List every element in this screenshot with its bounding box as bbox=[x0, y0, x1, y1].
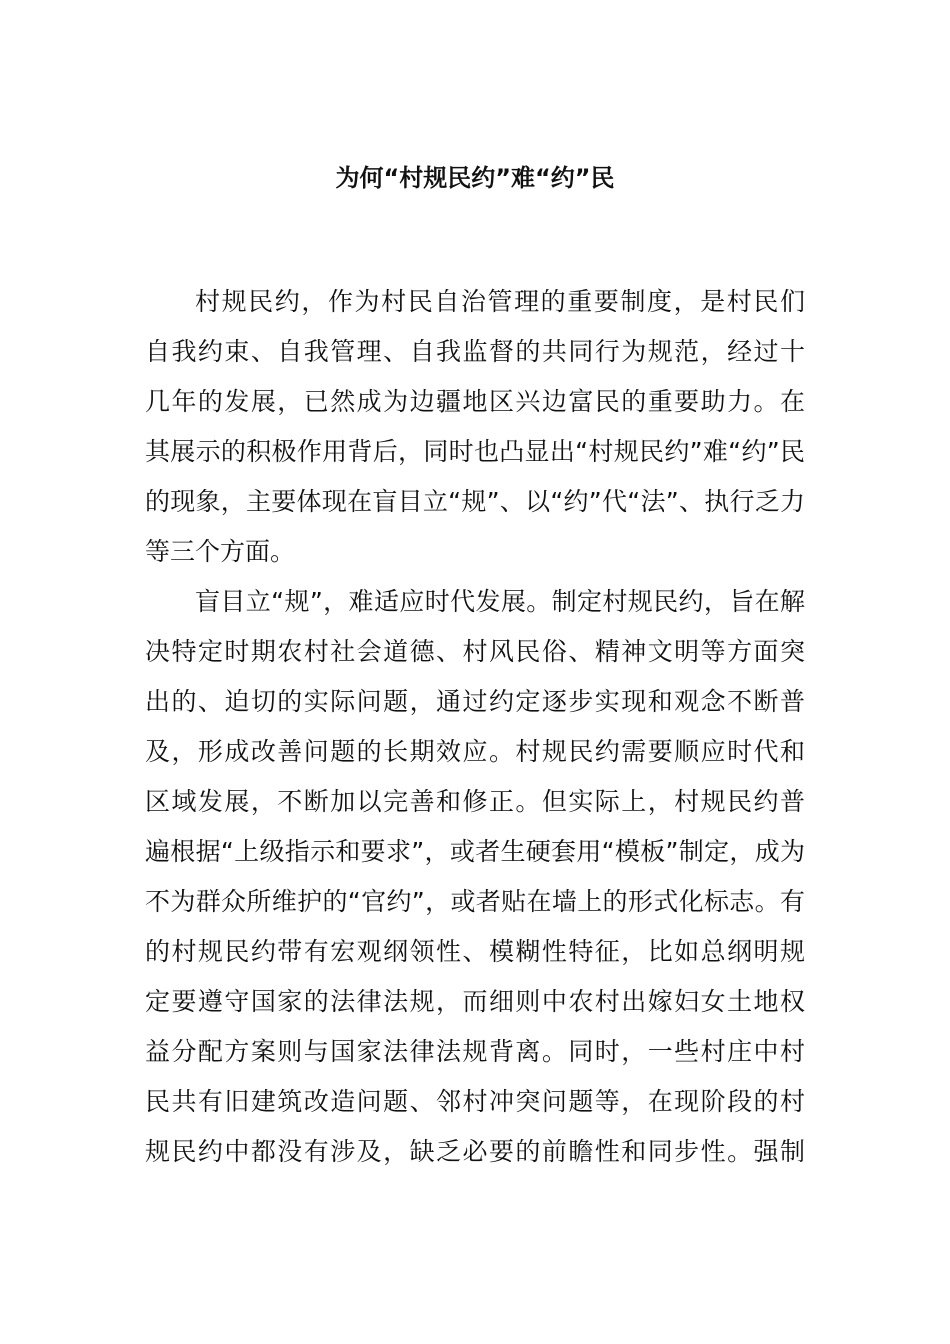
paragraph-2-line-4: 及，形成改善问题的长期效应。村规民约需要顺应时代和 bbox=[145, 737, 805, 766]
paragraph-2-line-3: 出的、迫切的实际问题，通过约定逐步实现和观念不断普 bbox=[145, 687, 805, 716]
paragraph-1-line-4: 其展示的积极作用背后，同时也凸显出“村规民约”难“约”民 bbox=[145, 437, 805, 466]
paragraph-1-line-2: 自我约束、自我管理、自我监督的共同行为规范，经过十 bbox=[145, 337, 805, 366]
paragraph-2-line-2: 决特定时期农村社会道德、村风民俗、精神文明等方面突 bbox=[145, 637, 805, 666]
paragraph-2-line-12: 规民约中都没有涉及，缺乏必要的前瞻性和同步性。强制 bbox=[145, 1137, 805, 1166]
paragraph-2-line-10: 益分配方案则与国家法律法规背离。同时，一些村庄中村 bbox=[145, 1037, 805, 1066]
document-body bbox=[145, 277, 805, 1177]
paragraph-1-line-6: 等三个方面。 bbox=[145, 537, 296, 566]
paragraph-2-line-1: 盲目立“规”，难适应时代发展。制定村规民约，旨在解 bbox=[195, 587, 805, 616]
paragraph-1-line-1: 村规民约，作为村民自治管理的重要制度，是村民们 bbox=[195, 287, 805, 316]
paragraph-2-line-6: 遍根据“上级指示和要求”，或者生硬套用“模板”制定，成为 bbox=[145, 837, 805, 866]
paragraph-2-line-11: 民共有旧建筑改造问题、邻村冲突问题等，在现阶段的村 bbox=[145, 1087, 805, 1116]
paragraph-2-line-5: 区域发展，不断加以完善和修正。但实际上，村规民约普 bbox=[145, 787, 805, 816]
paragraph-1-line-3: 几年的发展，已然成为边疆地区兴边富民的重要助力。在 bbox=[145, 387, 805, 416]
paragraph-1-line-5: 的现象，主要体现在盲目立“规”、以“约”代“法”、执行乏力 bbox=[145, 487, 805, 516]
paragraph-2-line-9: 定要遵守国家的法律法规，而细则中农村出嫁妇女土地权 bbox=[145, 987, 805, 1016]
document-title: 为何“村规民约”难“约”民 bbox=[335, 164, 615, 192]
paragraph-2-line-7: 不为群众所维护的“官约”，或者贴在墙上的形式化标志。有 bbox=[145, 887, 805, 916]
paragraph-2-line-8: 的村规民约带有宏观纲领性、模糊性特征，比如总纲明规 bbox=[145, 937, 805, 966]
